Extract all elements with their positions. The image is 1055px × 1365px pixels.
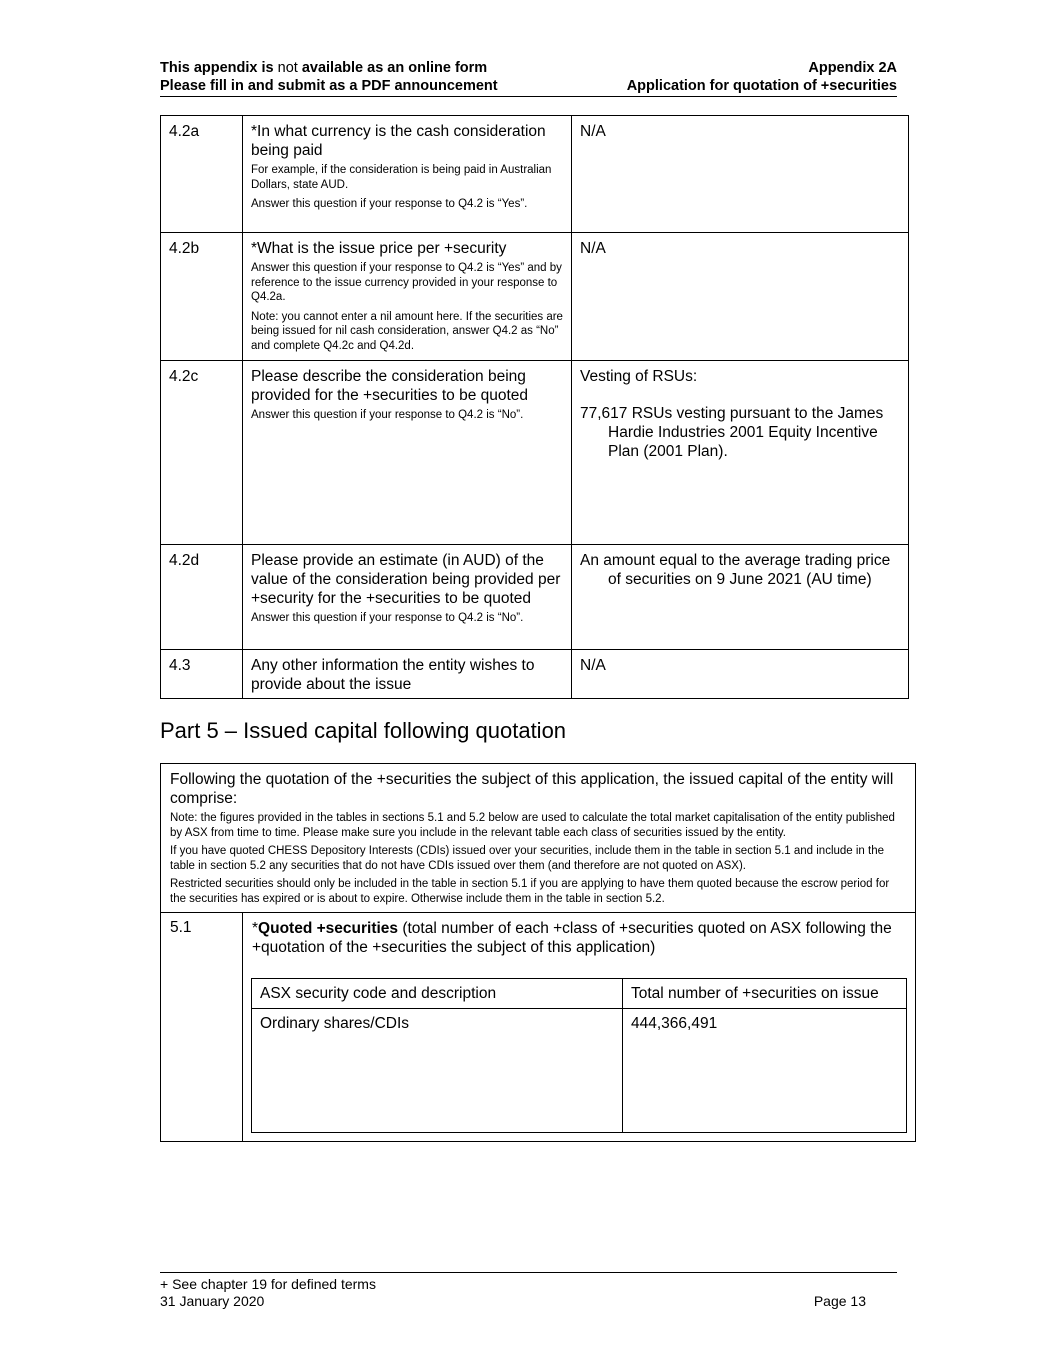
header-rule <box>160 96 897 97</box>
question-text: *What is the issue price per +security <box>251 240 507 257</box>
form-title: Application for quotation of +securities <box>626 78 897 94</box>
header-text: available as an online form <box>297 60 488 76</box>
footer-rule <box>160 1272 897 1273</box>
question-note: Answer this question if your response to Q4.2 is “Yes” and by reference to the issue currency provided in your response to Q4.2a. <box>251 262 562 303</box>
question-text: Any other information the entity wishes to provide about the issue <box>251 657 535 693</box>
question-number: 4.2c <box>161 361 243 545</box>
answer-cell <box>572 545 909 650</box>
answer-cell: N/A <box>572 650 909 699</box>
answer-heading: Vesting of RSUs: <box>580 368 698 385</box>
intro-note: Note: the figures provided in the tables in sections 5.1 and 5.2 below are used to calculate the total market capitalisation of the entity published by ASX from time to time. Please make sure you include in the relevant table each class of securities issued by the entity. <box>170 812 895 839</box>
page-footer <box>160 1276 897 1310</box>
intro-cell <box>161 764 915 913</box>
question-note: For example, if the consideration is being paid in Australian Dollars, state AUD. <box>251 164 552 191</box>
table-row <box>161 361 909 545</box>
question-text: Please provide an estimate (in AUD) of the value of the consideration being provided per +security for the +securities to be quoted <box>251 552 561 607</box>
header-right <box>627 59 897 95</box>
header-left-line2: Please fill in and submit as a PDF announcement <box>160 78 498 94</box>
column-divider <box>242 913 243 1141</box>
question-cell <box>243 361 572 545</box>
question-cell <box>243 650 572 699</box>
questions-table <box>160 115 909 699</box>
section-5-1-text <box>252 919 902 957</box>
spacer <box>580 386 900 404</box>
section-description: (total number of each +class of +securities quoted on ASX following the +quotation of the +securities the subject of this application) <box>252 920 892 956</box>
header-text-not: not <box>277 60 298 76</box>
intro-text: Following the quotation of the +securities the subject of this application, the issued capital of the entity will comprise: <box>170 771 894 807</box>
question-cell <box>243 545 572 650</box>
answer-cell <box>572 361 909 545</box>
footer-date: 31 January 2020 <box>160 1293 265 1309</box>
security-description: Ordinary shares/CDIs <box>252 1009 623 1133</box>
column-header: Total number of +securities on issue <box>623 979 907 1009</box>
question-number: 4.3 <box>161 650 243 699</box>
table-row <box>161 650 909 699</box>
table-header-row <box>252 979 907 1009</box>
question-cell <box>243 116 572 233</box>
security-total: 444,366,491 <box>623 1009 907 1133</box>
column-header: ASX security code and description <box>252 979 623 1009</box>
table-row <box>161 116 909 233</box>
section-title: Quoted +securities <box>258 920 399 937</box>
table-row <box>252 1009 907 1133</box>
question-number: 4.2b <box>161 233 243 361</box>
question-text: *In what currency is the cash consideration being paid <box>251 123 546 159</box>
table-row <box>161 545 909 650</box>
answer-text: 77,617 RSUs vesting pursuant to the James Hardie Industries 2001 Equity Incentive Plan (2001 Plan). <box>580 405 884 460</box>
appendix-label: Appendix 2A <box>808 60 897 76</box>
question-text: Please describe the consideration being provided for the +securities to be quoted <box>251 368 529 404</box>
question-number: 4.2d <box>161 545 243 650</box>
section-number: 5.1 <box>170 919 192 936</box>
header-left-line1 <box>160 59 498 77</box>
header-left <box>160 59 498 95</box>
table-row <box>161 233 909 361</box>
page-number: Page 13 <box>813 1293 866 1309</box>
answer-cell: N/A <box>572 116 909 233</box>
intro-note: Restricted securities should only be included in the table in section 5.1 if you are applying to have them quoted because the escrow period for the securities has expired or is about to expire. Otherwise include them in the table in section 5.2. <box>170 878 890 905</box>
question-cell <box>243 233 572 361</box>
section-heading: Part 5 – Issued capital following quotation <box>160 718 567 743</box>
question-note: Answer this question if your response to Q4.2 is “Yes”. <box>251 198 528 210</box>
question-note: Note: you cannot enter a nil amount here. If the securities are being issued for nil cash consideration, answer Q4.2 as “No” and complete Q4.2c and Q4.2d. <box>251 310 563 352</box>
required-marker: * <box>252 920 259 937</box>
intro-note: If you have quoted CHESS Depository Interests (CDIs) issued over your securities, include them in the table in section 5.1 and include in the table in section 5.2 any securities that do not have CDIs issued over them (and therefore are not quoted on ASX). <box>170 845 885 872</box>
footer-terms: + See chapter 19 for defined terms <box>160 1276 376 1292</box>
question-number: 4.2a <box>161 116 243 233</box>
answer-cell: N/A <box>572 233 909 361</box>
question-note: Answer this question if your response to Q4.2 is “No”. <box>251 612 524 624</box>
question-note: Answer this question if your response to Q4.2 is “No”. <box>251 409 524 421</box>
quoted-securities-table <box>251 978 907 1133</box>
answer-text: An amount equal to the average trading price of securities on 9 June 2021 (AU time) <box>580 552 891 588</box>
header-text: This appendix is <box>160 60 278 76</box>
